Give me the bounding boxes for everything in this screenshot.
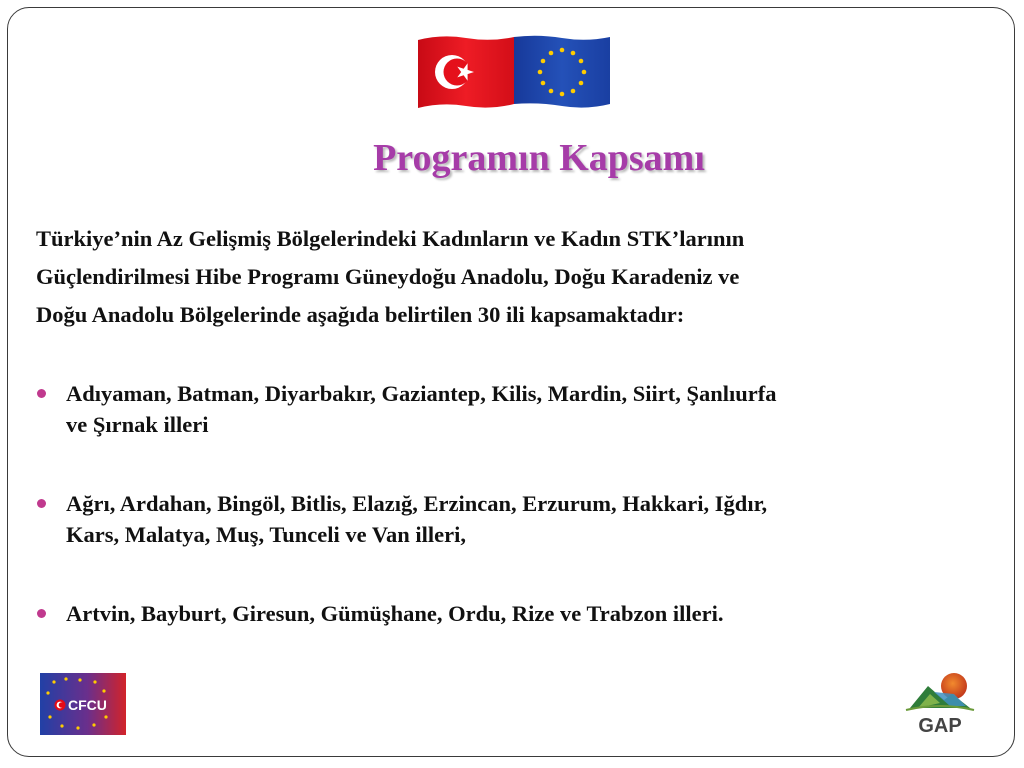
list-item-line: Ağrı, Ardahan, Bingöl, Bitlis, Elazığ, Erzincan, Erzurum, Hakkari, Iğdır, [66, 491, 768, 516]
bullet-icon [37, 499, 46, 508]
list-item-southeast-provinces [36, 378, 1006, 440]
list-item-east-provinces [36, 488, 1006, 550]
intro-line: Güçlendirilmesi Hibe Programı Güneydoğu Anadolu, Doğu Karadeniz ve [36, 264, 740, 289]
intro-line: Doğu Anadolu Bölgelerinde aşağıda belirtilen 30 ili kapsamaktadır: [36, 302, 685, 327]
cfcu-logo-text: CFCU [68, 697, 107, 713]
province-list [36, 378, 1006, 629]
gap-logo-text: GAP [918, 715, 962, 737]
bullet-icon [37, 389, 46, 398]
list-item-line: Adıyaman, Batman, Diyarbakır, Gaziantep, Kilis, Mardin, Siirt, Şanlıurfa [66, 381, 777, 406]
bullet-icon [37, 609, 46, 618]
gap-logo-icon [904, 672, 976, 738]
list-item-line: Kars, Malatya, Muş, Tunceli ve Van illeri, [66, 522, 467, 547]
list-item-line: Artvin, Bayburt, Giresun, Gümüşhane, Ordu, Rize ve Trabzon illeri. [66, 601, 724, 626]
cfcu-logo-icon [40, 673, 126, 735]
turkey-eu-flags-icon [418, 34, 610, 110]
list-item-blacksea-provinces [36, 598, 1006, 629]
list-item-line: ve Şırnak illeri [66, 412, 209, 437]
intro-paragraph [36, 220, 996, 334]
intro-line: Türkiye’nin Az Gelişmiş Bölgelerindeki Kadınların ve Kadın STK’larının [36, 226, 745, 251]
page-title: Programın Kapsamı [373, 137, 705, 179]
